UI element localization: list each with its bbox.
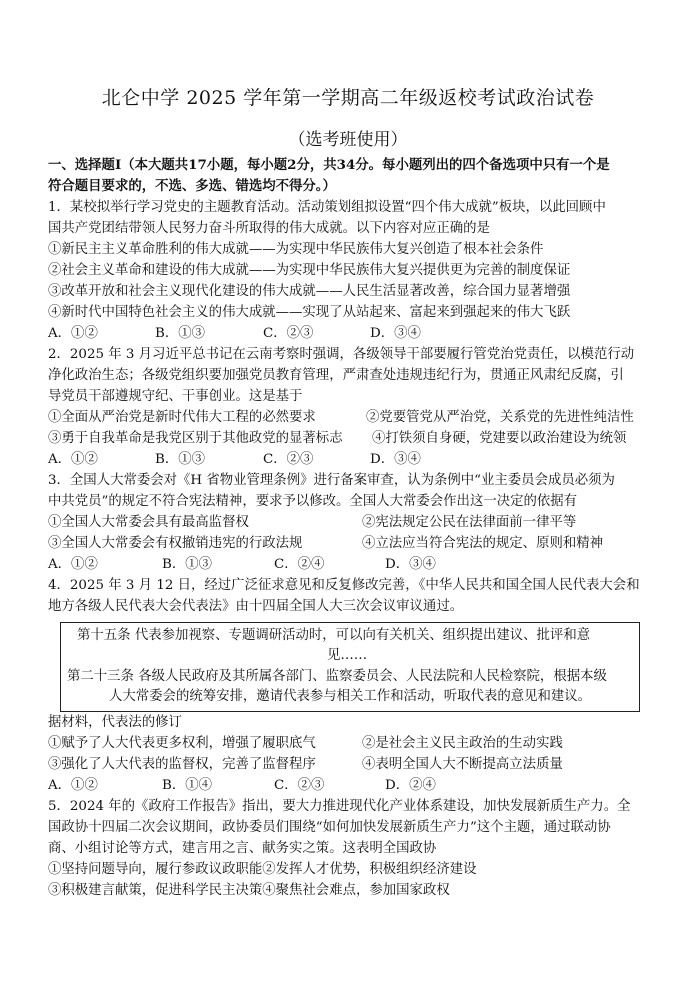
q2-statement-1: ①全面从严治党是新时代伟大工程的必然要求 — [48, 410, 316, 425]
q3-option-c: C．②④ — [274, 557, 325, 572]
q1-statement-2: ②社会主义革命和建设的伟大成就——为实现中华民族伟大复兴提供更为完善的制度保证 — [48, 263, 571, 278]
q3-stem: 3．全国人大常委会对《H 省物业管理条例》进行备案审查，认为条例中“业主委员会成员必须为 — [48, 473, 615, 488]
q5-statements-1-2: ①坚持问题导向，履行参政议政职能②发挥人才优势，积极组织经济建设 — [48, 862, 477, 877]
section-instructions: 一、选择题Ⅰ（本大题共17小题，每小题2分，共34分。每小题列出的四个备选项中只有一个是 — [48, 157, 610, 173]
q1-option-b: B．①③ — [155, 326, 206, 341]
q5-stem: 5．2024 年的《政府工作报告》指出，要大力推进现代化产业体系建设，加快发展新质生产力。全 — [48, 799, 631, 814]
q1-stem: 1．某校拟举行学习党史的主题教育活动。活动策划组拟设置“四个伟大成就”板块，以此回顾中 — [48, 200, 606, 215]
q4-option-a: A．①② — [48, 778, 98, 793]
q3-statement-3: ③全国人大常委会有权撤销违宪的行政法规 — [48, 536, 303, 551]
q3-statement-4: ④立法应当符合宪法的规定、原则和精神 — [362, 536, 604, 551]
q4-statement-3: ③强化了人大代表的监督权，完善了监督程序 — [48, 757, 316, 772]
q4-option-c: C．②③ — [274, 778, 325, 793]
q4-article-15: 第十五条 代表参加视察、专题调研活动时，可以向有关机关、组织提出建议、批评和意 — [77, 628, 591, 643]
q5-stem-cont2: 商、小组讨论等方式，建言用之言、献务实之策。这表明全国政协 — [48, 841, 437, 856]
q2-statement-3: ③勇于自我革命是我党区别于其他政党的显著标志 — [48, 431, 343, 446]
q2-option-d: D．③④ — [370, 452, 421, 467]
q3-statement-2: ②宪法规定公民在法律面前一律平等 — [362, 515, 577, 530]
q4-statement-4: ④表明全国人大不断提高立法质量 — [362, 757, 563, 772]
q3-statement-1: ①全国人大常委会具有最高监督权 — [48, 515, 249, 530]
q2-statement-4: ④打铁须自身硬，党建要以政治建设为统领 — [372, 431, 627, 446]
q4-stem-cont: 地方各级人民代表大会代表法》由十四届全国人大三次会议审议通过。 — [48, 599, 464, 614]
q4-option-b: B．①④ — [162, 778, 213, 793]
q1-option-c: C．②③ — [263, 326, 314, 341]
q1-statement-1: ①新民主主义革命胜利的伟大成就——为实现中华民族伟大复兴创造了根本社会条件 — [48, 242, 544, 257]
q4-material-box — [60, 622, 640, 712]
q3-option-d: D．③④ — [385, 557, 436, 572]
exam-title: 北仑中学 2025 学年第一学期高二年级返校考试政治试卷 — [101, 87, 595, 109]
q4-option-d: D．②④ — [385, 778, 436, 793]
q3-stem-cont: 中共党员”的规定不符合宪法精神，要求予以修改。全国人大常委会作出这一决定的依据有 — [48, 494, 578, 509]
q1-stem-cont: 国共产党团结带领人民努力奋斗所取得的伟大成就。以下内容对应正确的是 — [48, 221, 490, 236]
q4-stem: 4．2025 年 3 月 12 日，经过广泛征求意见和反复修改完善，《中华人民共和国全国人民代表大会和 — [48, 578, 640, 593]
q2-option-a: A．①② — [48, 452, 98, 467]
q2-stem-cont2: 导党员干部遵规守纪、干事创业。这是基于 — [48, 389, 303, 404]
q4-article-15-cont: 见…… — [327, 648, 368, 663]
q2-option-b: B．①③ — [155, 452, 206, 467]
q2-stem: 2．2025 年 3 月习近平总书记在云南考察时强调，各级领导干部要履行管党治党责任，以模范行动 — [48, 347, 635, 362]
q1-option-a: A．①② — [48, 326, 98, 341]
q1-statement-3: ③改革开放和社会主义现代化建设的伟大成就——人民生活显著改善，综合国力显著增强 — [48, 284, 571, 299]
q5-stem-cont: 国政协十四届二次会议期间，政协委员们围绕“如何加快发展新质生产力”这个主题，通过联动协 — [48, 820, 611, 835]
q2-stem-cont: 净化政治生态；各级党组织要加强党员教育管理，严肃查处违规违纪行为，贯通正风肃纪反腐，引 — [48, 368, 624, 383]
q4-stem-question: 据材料，代表法的修订 — [48, 715, 182, 730]
q5-statements-3-4: ③积极建言献策，促进科学民主决策④聚焦社会难点，参加国家政权 — [48, 883, 450, 898]
q1-option-d: D．③④ — [370, 326, 421, 341]
q3-option-b: B．①③ — [162, 557, 213, 572]
exam-subtitle: （选考班使用） — [288, 130, 408, 150]
q4-statement-2: ②是社会主义民主政治的生动实践 — [362, 736, 563, 751]
q4-article-23-cont: 人大常委会的统筹安排，邀请代表参与相关工作和活动，听取代表的意见和建议。 — [109, 689, 592, 704]
q2-option-c: C．②③ — [263, 452, 314, 467]
q3-option-a: A．①② — [48, 557, 98, 572]
q2-statement-2: ②党要管党从严治党，关系党的先进性纯洁性 — [366, 410, 634, 425]
q4-statement-1: ①赋予了人大代表更多权利，增强了履职底气 — [48, 736, 316, 751]
q4-article-23: 第二十三条 各级人民政府及其所属各部门、监察委员会、人民法院和人民检察院，根据本级 — [67, 669, 607, 684]
section-instructions-cont: 符合题目要求的，不选、多选、错选均不得分。） — [48, 178, 336, 194]
q1-statement-4: ④新时代中国特色社会主义的伟大成就——实现了从站起来、富起来到强起来的伟大飞跃 — [48, 305, 571, 320]
